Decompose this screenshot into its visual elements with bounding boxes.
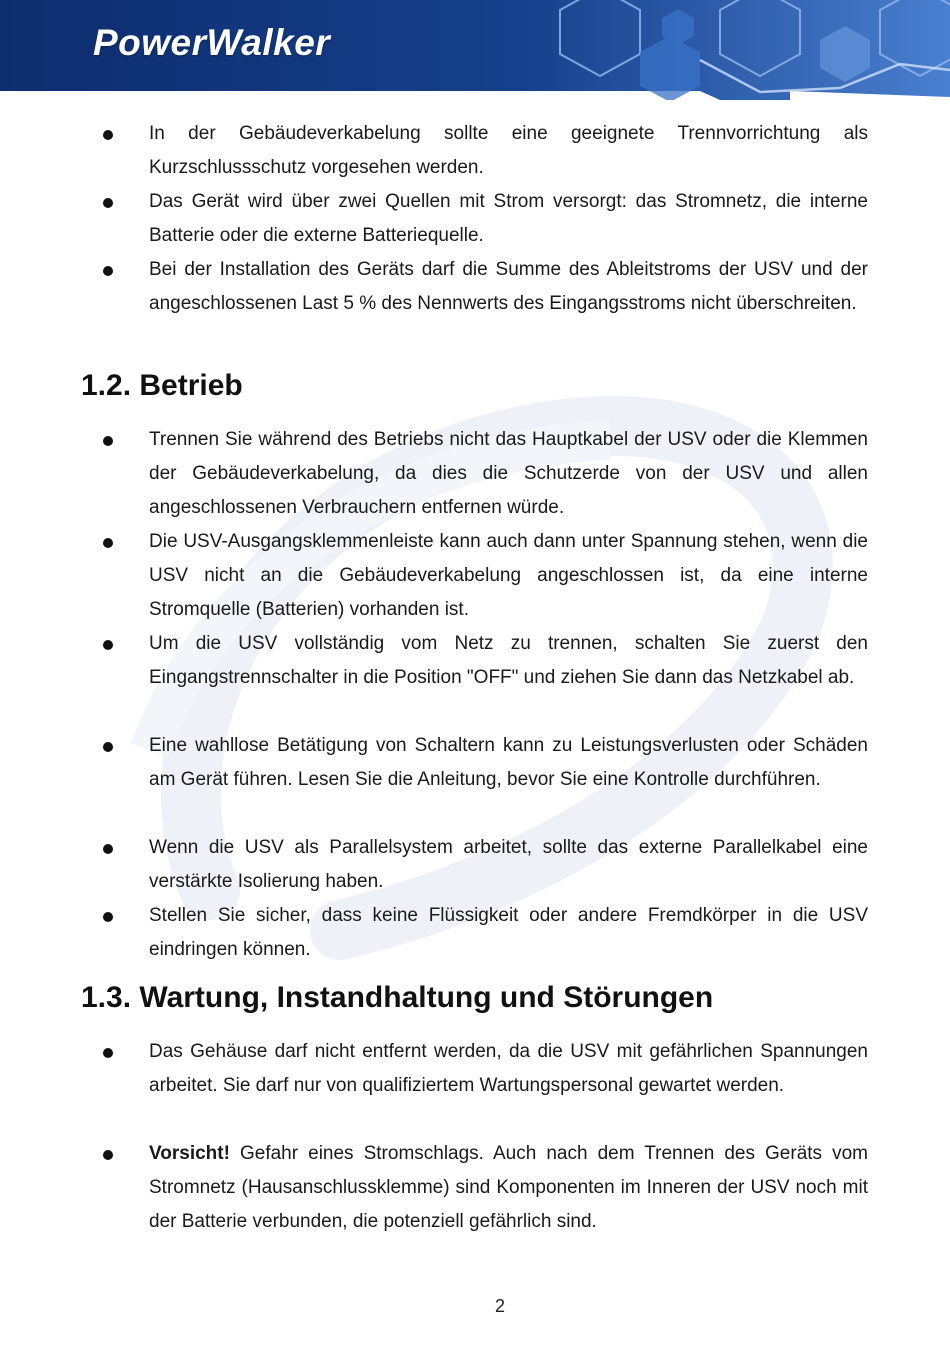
bullet-icon: [103, 198, 113, 208]
list-item: [149, 525, 868, 627]
list-item: [149, 117, 868, 185]
list-item: [149, 899, 868, 967]
bullet-icon: [103, 844, 113, 854]
list-item-text: [149, 1137, 868, 1239]
bullet-icon: [103, 436, 113, 446]
bullet-icon: [103, 742, 113, 752]
list-item-text: Trennen Sie während des Betriebs nicht das Hauptkabel der USV oder die Klemmen der Gebäudeverkabelung, da dies die Schutzerde von der USV und allen angeschlossenen Verbrauchern entfernen würde.: [149, 429, 868, 518]
list-item: [149, 253, 868, 321]
list-item-text: Das Gerät wird über zwei Quellen mit Strom versorgt: das Stromnetz, die interne Batterie oder die externe Batteriequelle.: [149, 191, 868, 246]
list-item: [149, 185, 868, 253]
bullet-icon: [103, 912, 113, 922]
list-item-text: Das Gehäuse darf nicht entfernt werden, da die USV mit gefährlichen Spannungen arbeitet. Sie darf nur von qualifiziertem Wartungspersonal gewartet werden.: [149, 1041, 868, 1096]
list-item: [149, 1137, 868, 1239]
bullet-icon: [103, 640, 113, 650]
bullet-icon: [103, 130, 113, 140]
header-banner: [0, 0, 950, 100]
list-item-text: Die USV-Ausgangsklemmenleiste kann auch dann unter Spannung stehen, wenn die USV nicht an die Gebäudeverkabelung angeschlossen ist, da eine interne Stromquelle (Batterien) vorhanden ist.: [149, 531, 868, 620]
list-item-text: Stellen Sie sicher, dass keine Flüssigkeit oder andere Fremdkörper in die USV eindringen können.: [149, 905, 868, 960]
list-item: [149, 627, 868, 695]
list-item-text: In der Gebäudeverkabelung sollte eine geeignete Trennvorrichtung als Kurzschlussschutz vorgesehen werden.: [149, 123, 868, 178]
page-number: 2: [494, 1296, 505, 1316]
list-item: [149, 423, 868, 525]
list-item-text: Um die USV vollständig vom Netz zu trennen, schalten Sie zuerst den Eingangstrennschalter in die Position "OFF" und ziehen Sie dann das Netzkabel ab.: [149, 633, 868, 688]
bullet-icon: [103, 1048, 113, 1058]
list-item: [149, 729, 868, 797]
brand-logo: PowerWalker: [93, 22, 331, 63]
section-heading-betrieb: 1.2. Betrieb: [81, 369, 243, 402]
warning-label: Vorsicht!: [149, 1143, 230, 1164]
bullet-icon: [103, 266, 113, 276]
section-heading-wartung: 1.3. Wartung, Instandhaltung und Störungen: [81, 981, 714, 1014]
warning-text: Gefahr eines Stromschlags. Auch nach dem Trennen des Geräts vom Stromnetz (Hausanschlussklemme) sind Komponenten im Inneren der USV noch mit der Batterie verbunden, die potenziell gefährlich sind.: [149, 1143, 868, 1232]
list-item-text: Eine wahllose Betätigung von Schaltern kann zu Leistungsverlusten oder Schäden am Gerät führen. Lesen Sie die Anleitung, bevor Sie eine Kontrolle durchführen.: [149, 735, 868, 790]
bullet-icon: [103, 538, 113, 548]
bullet-icon: [103, 1150, 113, 1160]
list-item: [149, 1035, 868, 1103]
list-item: [149, 831, 868, 899]
list-item-text: Wenn die USV als Parallelsystem arbeitet, sollte das externe Parallelkabel eine verstärkte Isolierung haben.: [149, 837, 868, 892]
list-item-text: Bei der Installation des Geräts darf die Summe des Ableitstroms der USV und der angeschlossenen Last 5 % des Nennwerts des Eingangsstroms nicht überschreiten.: [149, 259, 868, 314]
